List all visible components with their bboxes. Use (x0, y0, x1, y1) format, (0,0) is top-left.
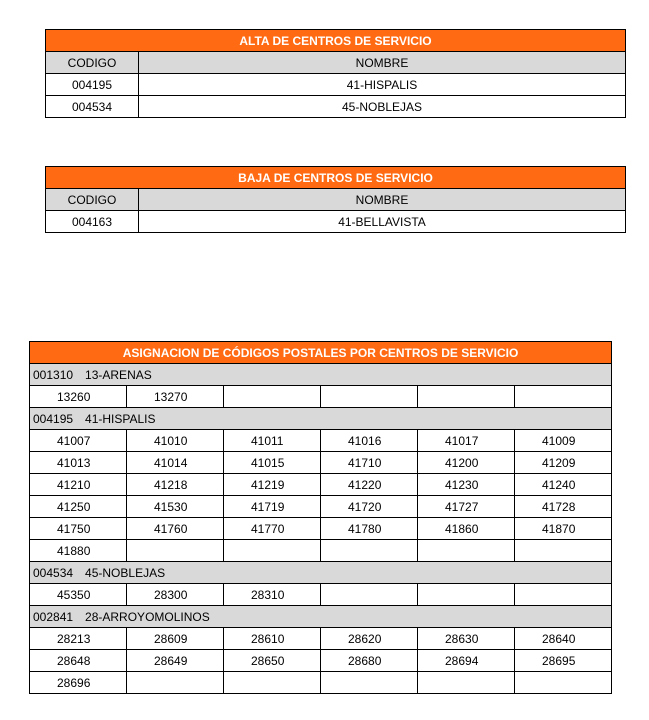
alta-title: ALTA DE CENTROS DE SERVICIO (46, 30, 626, 52)
table-row (30, 452, 612, 474)
postal-code-cell: 41240 (515, 474, 612, 496)
postal-code-cell: 41010 (127, 430, 224, 452)
baja-nombre-cell: 41-BELLAVISTA (139, 211, 626, 233)
alta-table (45, 29, 626, 118)
table-row (46, 74, 626, 96)
table-row (30, 474, 612, 496)
postal-code-cell: 28300 (127, 584, 224, 606)
postal-code-cell (418, 386, 515, 408)
postal-code-cell: 13270 (127, 386, 224, 408)
postal-code-cell: 41770 (224, 518, 321, 540)
baja-title: BAJA DE CENTROS DE SERVICIO (46, 167, 626, 189)
postal-code-cell (224, 386, 321, 408)
group-header (30, 364, 612, 386)
alta-codigo-cell: 004195 (46, 74, 139, 96)
postal-code-cell: 41719 (224, 496, 321, 518)
postal-code-cell: 41007 (30, 430, 127, 452)
baja-codigo-cell: 004163 (46, 211, 139, 233)
group-codigo: 002841 (33, 609, 74, 624)
group-header-row (30, 408, 612, 430)
postal-code-cell: 41530 (127, 496, 224, 518)
group-header-row (30, 562, 612, 584)
postal-code-cell: 41210 (30, 474, 127, 496)
postal-code-cell: 28213 (30, 628, 127, 650)
baja-col-nombre: NOMBRE (139, 189, 626, 211)
postal-code-cell: 41009 (515, 430, 612, 452)
postal-code-cell: 28695 (515, 650, 612, 672)
postal-code-cell: 41750 (30, 518, 127, 540)
group-nombre: 13-ARENAS (85, 367, 152, 382)
postal-code-cell (321, 540, 418, 562)
postal-code-cell (127, 540, 224, 562)
postal-code-cell: 41230 (418, 474, 515, 496)
group-codigo: 004534 (33, 565, 74, 580)
table-row (46, 211, 626, 233)
postal-code-cell: 41016 (321, 430, 418, 452)
baja-table (45, 166, 626, 233)
asignacion-title: ASIGNACION DE CÓDIGOS POSTALES POR CENTROS DE SERVICIO (30, 342, 612, 364)
postal-code-cell: 28609 (127, 628, 224, 650)
table-row (30, 628, 612, 650)
postal-code-cell: 41880 (30, 540, 127, 562)
postal-code-cell: 41209 (515, 452, 612, 474)
postal-code-cell: 45350 (30, 584, 127, 606)
group-nombre: 45-NOBLEJAS (85, 565, 166, 580)
postal-code-cell: 41728 (515, 496, 612, 518)
postal-code-cell: 41011 (224, 430, 321, 452)
table-row (30, 518, 612, 540)
postal-code-cell (321, 584, 418, 606)
postal-code-cell: 28649 (127, 650, 224, 672)
table-row (46, 96, 626, 118)
postal-code-cell (418, 672, 515, 694)
postal-code-cell (515, 540, 612, 562)
postal-code-cell (515, 386, 612, 408)
postal-code-cell (418, 540, 515, 562)
postal-code-cell (321, 386, 418, 408)
postal-code-cell: 28696 (30, 672, 127, 694)
alta-nombre-cell: 45-NOBLEJAS (139, 96, 626, 118)
postal-code-cell: 41710 (321, 452, 418, 474)
table-row (30, 430, 612, 452)
table-row (30, 496, 612, 518)
postal-code-cell: 41220 (321, 474, 418, 496)
postal-code-cell: 28648 (30, 650, 127, 672)
table-row (30, 386, 612, 408)
group-nombre: 41-HISPALIS (85, 411, 156, 426)
baja-col-codigo: CODIGO (46, 189, 139, 211)
postal-code-cell: 41760 (127, 518, 224, 540)
postal-code-cell: 41218 (127, 474, 224, 496)
postal-code-cell (224, 672, 321, 694)
postal-code-cell (515, 672, 612, 694)
group-header (30, 408, 612, 430)
postal-code-cell (224, 540, 321, 562)
postal-code-cell: 41250 (30, 496, 127, 518)
table-row (30, 540, 612, 562)
postal-code-cell: 41017 (418, 430, 515, 452)
postal-code-cell: 41720 (321, 496, 418, 518)
postal-code-cell: 41014 (127, 452, 224, 474)
table-row (30, 650, 612, 672)
postal-code-cell: 28310 (224, 584, 321, 606)
postal-code-cell: 28620 (321, 628, 418, 650)
postal-code-cell: 41013 (30, 452, 127, 474)
group-nombre: 28-ARROYOMOLINOS (85, 609, 210, 624)
alta-nombre-cell: 41-HISPALIS (139, 74, 626, 96)
group-codigo: 001310 (33, 367, 74, 382)
postal-code-cell: 41870 (515, 518, 612, 540)
postal-code-cell: 13260 (30, 386, 127, 408)
alta-col-nombre: NOMBRE (139, 52, 626, 74)
group-header (30, 606, 612, 628)
postal-code-cell: 28610 (224, 628, 321, 650)
postal-code-cell: 41860 (418, 518, 515, 540)
postal-code-cell: 28640 (515, 628, 612, 650)
postal-code-cell: 41015 (224, 452, 321, 474)
group-header (30, 562, 612, 584)
table-row (30, 672, 612, 694)
alta-codigo-cell: 004534 (46, 96, 139, 118)
postal-code-cell: 28650 (224, 650, 321, 672)
postal-code-cell: 41727 (418, 496, 515, 518)
postal-code-cell: 41200 (418, 452, 515, 474)
postal-code-cell: 28694 (418, 650, 515, 672)
postal-code-cell: 28630 (418, 628, 515, 650)
group-codigo: 004195 (33, 411, 74, 426)
postal-code-cell: 28680 (321, 650, 418, 672)
asignacion-table (29, 341, 612, 694)
group-header-row (30, 606, 612, 628)
postal-code-cell: 41219 (224, 474, 321, 496)
alta-col-codigo: CODIGO (46, 52, 139, 74)
postal-code-cell (515, 584, 612, 606)
group-header-row (30, 364, 612, 386)
postal-code-cell (418, 584, 515, 606)
table-row (30, 584, 612, 606)
postal-code-cell: 41780 (321, 518, 418, 540)
postal-code-cell (127, 672, 224, 694)
postal-code-cell (321, 672, 418, 694)
